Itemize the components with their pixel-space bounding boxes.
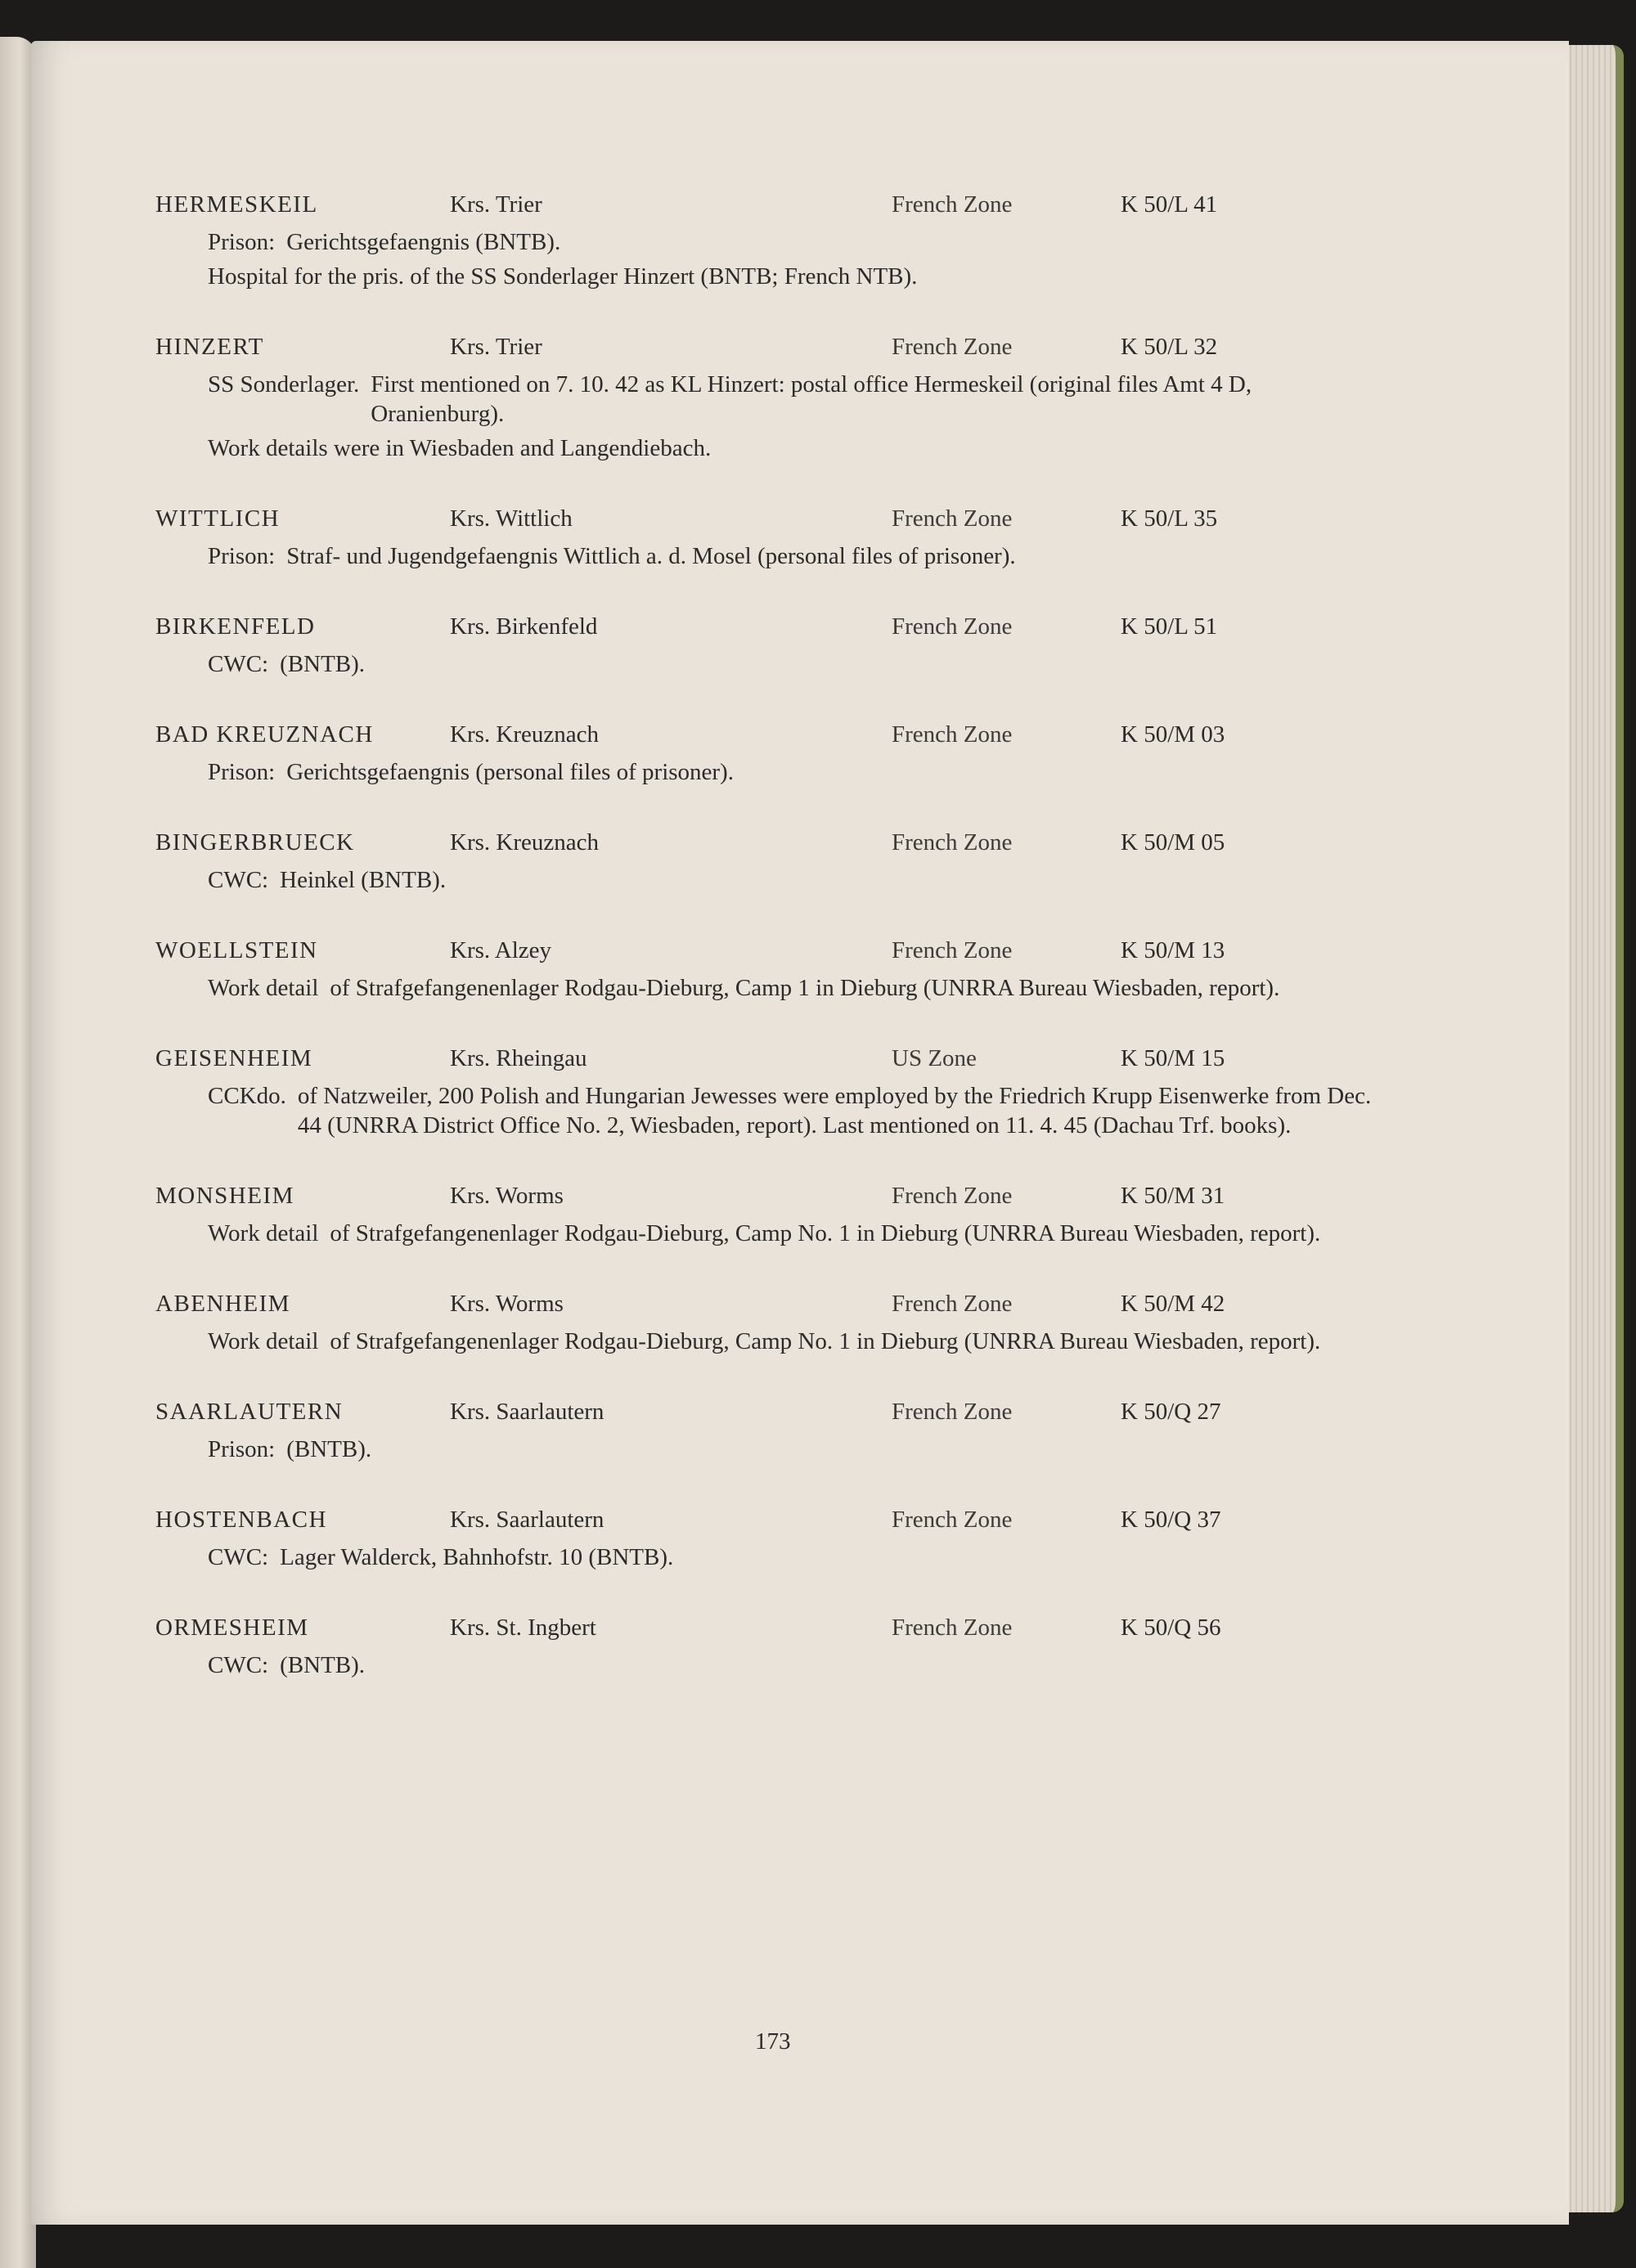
entry-heading <box>155 190 1374 227</box>
place-name: BAD KREUZNACH <box>155 721 374 748</box>
page-number: 173 <box>755 2028 791 2055</box>
entry-description <box>208 973 1374 1003</box>
place-entry <box>155 936 1374 1003</box>
entry-heading <box>155 504 1374 541</box>
description-text: Straf- und Jugendgefaengnis Wittlich a. d. Mosel (personal files of prisoner). <box>286 543 1016 569</box>
description-text: Lager Walderck, Bahnhofstr. 10 (BNTB). <box>280 1544 674 1570</box>
entry-description <box>208 1219 1374 1248</box>
place-entry <box>155 1289 1374 1356</box>
entry-heading <box>155 828 1374 865</box>
place-name: BINGERBRUECK <box>155 829 355 856</box>
place-name: ABENHEIM <box>155 1291 291 1317</box>
entry-description <box>208 370 1374 429</box>
description-text: of Natzweiler, 200 Polish and Hungarian Jewesses were employed by the Friedrich Krupp Eisenwerke from Dec. 44 (UNRRA District Office No. 2, Wiesbaden, report). Last mentioned on 11. 4. 45 (Dachau Trf. books). <box>297 1083 1372 1138</box>
entry-heading <box>155 612 1374 649</box>
district-name: Krs. Rheingau <box>450 1045 587 1071</box>
description-text: Gerichtsgefaengnis (personal files of prisoner). <box>286 759 734 785</box>
entry-description <box>208 1081 1374 1140</box>
description-label: Prison: <box>208 543 276 569</box>
zone-name: French Zone <box>892 1183 1013 1209</box>
description-label: CWC: <box>208 651 269 677</box>
entry-description <box>208 649 1374 679</box>
entry-description <box>208 757 1374 787</box>
place-entry <box>155 828 1374 895</box>
district-name: Krs. Wittlich <box>450 505 573 532</box>
place-name: WOELLSTEIN <box>155 937 318 963</box>
entry-body <box>155 541 1374 571</box>
entry-list <box>155 190 1374 1721</box>
entry-heading <box>155 1181 1374 1219</box>
place-entry <box>155 1044 1374 1140</box>
entry-description <box>208 865 1374 895</box>
map-reference: K 50/L 35 <box>1121 505 1218 532</box>
entry-heading <box>155 1505 1374 1543</box>
description-text: First mentioned on 7. 10. 42 as KL Hinzert: postal office Hermeskeil (original files Amt 4 D, Oranienburg). <box>371 371 1252 427</box>
entry-body <box>155 227 1374 291</box>
description-label: CWC: <box>208 867 269 893</box>
zone-name: French Zone <box>892 613 1013 640</box>
zone-name: French Zone <box>892 1291 1013 1317</box>
place-entry <box>155 1397 1374 1464</box>
entry-heading <box>155 1044 1374 1081</box>
entry-heading <box>155 332 1374 370</box>
entry-description <box>208 1650 1374 1680</box>
zone-name: US Zone <box>892 1045 977 1071</box>
description-text: Heinkel (BNTB). <box>280 867 447 893</box>
description-text: of Strafgefangenenlager Rodgau-Dieburg, Camp No. 1 in Dieburg (UNRRA Bureau Wiesbaden, report). <box>330 1328 1321 1354</box>
description-label: CWC: <box>208 1652 269 1678</box>
district-name: Krs. Kreuznach <box>450 721 599 748</box>
map-reference: K 50/Q 56 <box>1121 1615 1221 1641</box>
place-name: WITTLICH <box>155 505 281 532</box>
zone-name: French Zone <box>892 505 1013 532</box>
description-label: SS Sonderlager. <box>208 371 360 397</box>
entry-heading <box>155 1613 1374 1650</box>
place-entry <box>155 1181 1374 1248</box>
zone-name: French Zone <box>892 721 1013 748</box>
district-name: Krs. Trier <box>450 334 542 360</box>
zone-name: French Zone <box>892 1615 1013 1641</box>
place-name: HOSTENBACH <box>155 1507 327 1533</box>
description-label: Work detail <box>208 975 319 1001</box>
zone-name: French Zone <box>892 334 1013 360</box>
entry-body <box>155 1327 1374 1356</box>
description-text: (BNTB). <box>286 1436 372 1462</box>
entry-body <box>155 1081 1374 1140</box>
map-reference: K 50/M 05 <box>1121 829 1225 856</box>
description-label: Work detail <box>208 1328 319 1354</box>
place-name: GEISENHEIM <box>155 1045 313 1071</box>
description-label: Prison: <box>208 1436 276 1462</box>
map-reference: K 50/Q 37 <box>1121 1507 1221 1533</box>
district-name: Krs. Alzey <box>450 937 552 963</box>
entry-description <box>208 227 1374 257</box>
place-name: MONSHEIM <box>155 1183 294 1209</box>
map-reference: K 50/L 51 <box>1121 613 1218 640</box>
entry-body <box>155 1543 1374 1572</box>
entry-heading <box>155 1289 1374 1327</box>
entry-body <box>155 1219 1374 1248</box>
map-reference: K 50/L 32 <box>1121 334 1218 360</box>
additional-note: Work details were in Wiesbaden and Langendiebach. <box>208 435 712 461</box>
district-name: Krs. Worms <box>450 1183 564 1209</box>
entry-description <box>208 541 1374 571</box>
district-name: Krs. Saarlautern <box>450 1399 605 1425</box>
zone-name: French Zone <box>892 829 1013 856</box>
entry-body <box>155 973 1374 1003</box>
district-name: Krs. Saarlautern <box>450 1507 605 1533</box>
entry-description <box>208 1327 1374 1356</box>
zone-name: French Zone <box>892 1399 1013 1425</box>
place-entry <box>155 1613 1374 1680</box>
map-reference: K 50/M 13 <box>1121 937 1225 963</box>
place-name: HERMESKEIL <box>155 191 318 218</box>
description-text: (BNTB). <box>280 1652 366 1678</box>
place-entry <box>155 504 1374 571</box>
description-text: Gerichtsgefaengnis (BNTB). <box>286 229 561 255</box>
district-name: Krs. Birkenfeld <box>450 613 598 640</box>
description-label: CWC: <box>208 1544 269 1570</box>
description-text: of Strafgefangenenlager Rodgau-Dieburg, Camp 1 in Dieburg (UNRRA Bureau Wiesbaden, report). <box>330 975 1280 1001</box>
map-reference: K 50/M 42 <box>1121 1291 1225 1317</box>
entry-body <box>155 370 1374 463</box>
entry-heading <box>155 936 1374 973</box>
description-text: of Strafgefangenenlager Rodgau-Dieburg, Camp No. 1 in Dieburg (UNRRA Bureau Wiesbaden, report). <box>330 1220 1321 1246</box>
place-entry <box>155 612 1374 679</box>
entry-body <box>155 1650 1374 1680</box>
zone-name: French Zone <box>892 1507 1013 1533</box>
district-name: Krs. Worms <box>450 1291 564 1317</box>
entry-body <box>155 1435 1374 1464</box>
entry-body <box>155 757 1374 787</box>
entry-body <box>155 865 1374 895</box>
description-label: Prison: <box>208 759 276 785</box>
map-reference: K 50/Q 27 <box>1121 1399 1221 1425</box>
place-name: BIRKENFELD <box>155 613 316 640</box>
description-label: CCKdo. <box>208 1083 286 1109</box>
place-entry <box>155 190 1374 291</box>
place-entry <box>155 720 1374 787</box>
additional-note: Hospital for the pris. of the SS Sonderlager Hinzert (BNTB; French NTB). <box>208 263 918 290</box>
map-reference: K 50/L 41 <box>1121 191 1218 218</box>
entry-heading <box>155 1397 1374 1435</box>
zone-name: French Zone <box>892 191 1013 218</box>
entry-body <box>155 649 1374 679</box>
description-text: (BNTB). <box>280 651 366 677</box>
entry-description <box>208 1435 1374 1464</box>
description-label: Prison: <box>208 229 276 255</box>
place-entry <box>155 332 1374 463</box>
description-label: Work detail <box>208 1220 319 1246</box>
district-name: Krs. Trier <box>450 191 542 218</box>
place-name: ORMESHEIM <box>155 1615 309 1641</box>
district-name: Krs. Kreuznach <box>450 829 599 856</box>
entry-description <box>208 1543 1374 1572</box>
map-reference: K 50/M 31 <box>1121 1183 1225 1209</box>
map-reference: K 50/M 15 <box>1121 1045 1225 1071</box>
map-reference: K 50/M 03 <box>1121 721 1225 748</box>
district-name: Krs. St. Ingbert <box>450 1615 596 1641</box>
place-name: HINZERT <box>155 334 264 360</box>
entry-heading <box>155 720 1374 757</box>
place-name: SAARLAUTERN <box>155 1399 344 1425</box>
place-entry <box>155 1505 1374 1572</box>
zone-name: French Zone <box>892 937 1013 963</box>
